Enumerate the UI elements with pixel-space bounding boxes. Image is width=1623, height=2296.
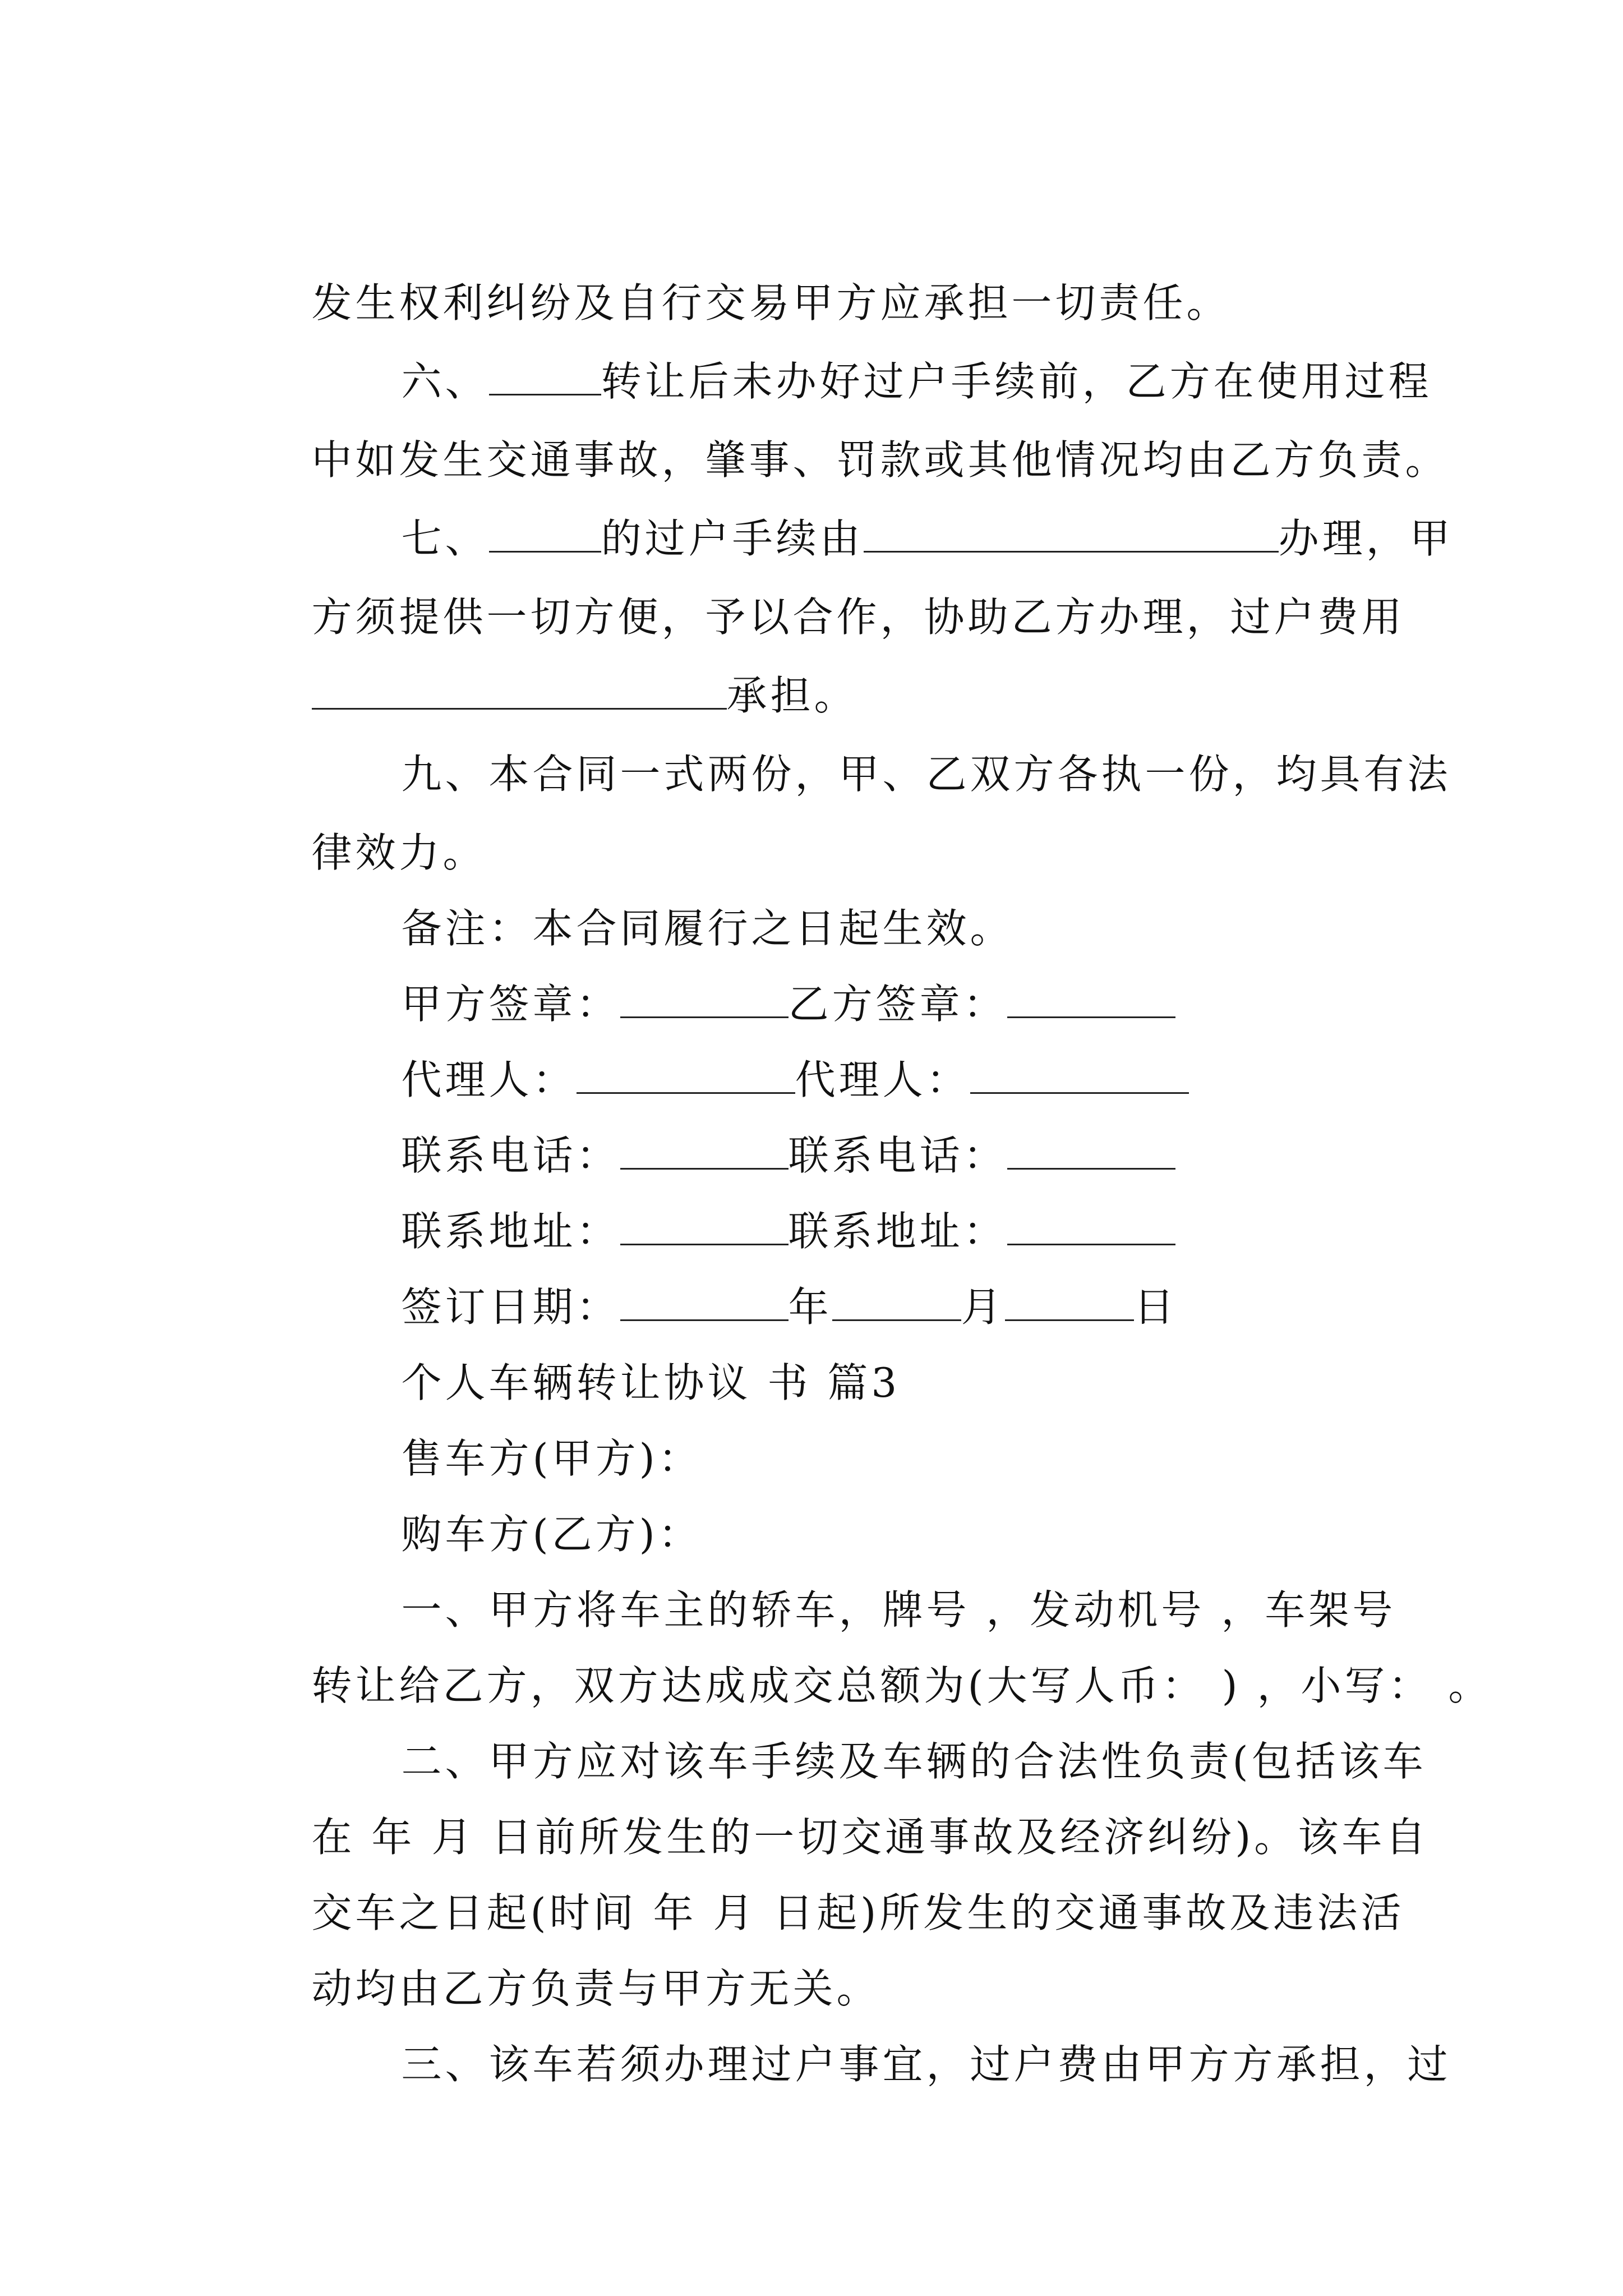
clause-text: 律效力。 bbox=[311, 829, 487, 876]
text-line bbox=[247, 752, 1391, 876]
day-label: 日 bbox=[1133, 1283, 1178, 1331]
text-line bbox=[336, 673, 1481, 798]
text-line bbox=[247, 359, 1449, 484]
year-label: 年 bbox=[788, 1283, 832, 1331]
signature-row bbox=[336, 903, 1481, 1028]
text-line bbox=[336, 1509, 1481, 1634]
clause-text: 动均由乙方负责与甲方无关。 bbox=[311, 1965, 880, 2012]
text-line bbox=[247, 202, 1391, 326]
clause-text: 转让后未办好过户手续前，乙方在使用过程 bbox=[601, 358, 1432, 405]
clause-text: 方须提供一切方便，予以合作，协助乙方办理，过户费用 bbox=[311, 593, 1405, 641]
clause-text: 交车之日起(时间 年 月 日起)所发生的交通事故及违法活 bbox=[311, 1889, 1405, 1936]
buyer-label: 购车方(乙方)： bbox=[401, 1511, 702, 1558]
text-line bbox=[336, 1660, 1481, 1785]
signature-label: 乙方签章： bbox=[788, 981, 1007, 1028]
signature-label: 联系电话： bbox=[401, 1132, 620, 1179]
clause-text: 九、本合同一式两份，甲、乙双方各执一份，均具有法 bbox=[401, 751, 1451, 798]
signature-label: 联系地址： bbox=[401, 1208, 620, 1255]
text-line bbox=[247, 1736, 1430, 1861]
signature-label: 代理人： bbox=[795, 1056, 970, 1103]
party-line bbox=[336, 1433, 1481, 1558]
heading-text: 个人车辆转让协议 书 篇3 bbox=[401, 1359, 901, 1406]
signature-row bbox=[336, 1055, 1481, 1179]
signature-label: 联系地址： bbox=[788, 1208, 1007, 1255]
section-heading bbox=[336, 1282, 1481, 1406]
text-line bbox=[336, 280, 1481, 405]
date-row bbox=[336, 1206, 1481, 1331]
clause-text: 二、甲方应对该车手续及车辆的合法性负责(包括该车 bbox=[401, 1738, 1427, 1785]
signature-label: 甲方签章： bbox=[401, 981, 620, 1028]
text-line bbox=[247, 1812, 1405, 1936]
month-label: 月 bbox=[961, 1283, 1005, 1331]
text-line bbox=[247, 516, 1405, 641]
text-line bbox=[336, 827, 1481, 952]
clause-text: 一、甲方将车主的轿车，牌号 ，发动机号 ，车架号 bbox=[401, 1586, 1396, 1634]
signature-label: 代理人： bbox=[401, 1056, 577, 1103]
clause-text: 三、该车若须办理过户事宜，过户费由甲方方承担，过 bbox=[401, 2041, 1451, 2088]
note-text: 备注：本合同履行之日起生效。 bbox=[401, 905, 1014, 952]
text-line bbox=[247, 595, 1391, 719]
text-line bbox=[336, 1963, 1481, 2088]
date-label: 签订日期： bbox=[401, 1283, 620, 1331]
clause-text: 在 年 月 日前所发生的一切交通事故及经济纠纷)。该车自 bbox=[311, 1814, 1430, 1861]
seller-label: 售车方(甲方)： bbox=[401, 1435, 702, 1482]
clause-number: 七、 bbox=[401, 515, 489, 562]
signature-row bbox=[336, 1130, 1481, 1255]
clause-text: 中如发生交通事故，肇事、罚款或其他情况均由乙方负责。 bbox=[311, 436, 1449, 484]
signature-row bbox=[336, 979, 1481, 1103]
text-line bbox=[247, 1585, 1492, 1709]
clause-text: 转让给乙方，双方达成成交总额为(大写人币： ) ，小写： 。 bbox=[311, 1662, 1492, 1709]
party-line bbox=[336, 1358, 1481, 1482]
clause-number: 六、 bbox=[401, 358, 489, 405]
signature-label: 联系电话： bbox=[788, 1132, 1007, 1179]
clause-text: 办理，甲 bbox=[1278, 515, 1454, 562]
text-line bbox=[336, 438, 1481, 562]
text-line bbox=[247, 1888, 1391, 2012]
clause-text: 的过户手续由 bbox=[601, 515, 864, 562]
clause-text: 发生权利纠纷及自行交易甲方应承担一切责任。 bbox=[311, 279, 1230, 326]
clause-text: 承担。 bbox=[726, 672, 858, 719]
